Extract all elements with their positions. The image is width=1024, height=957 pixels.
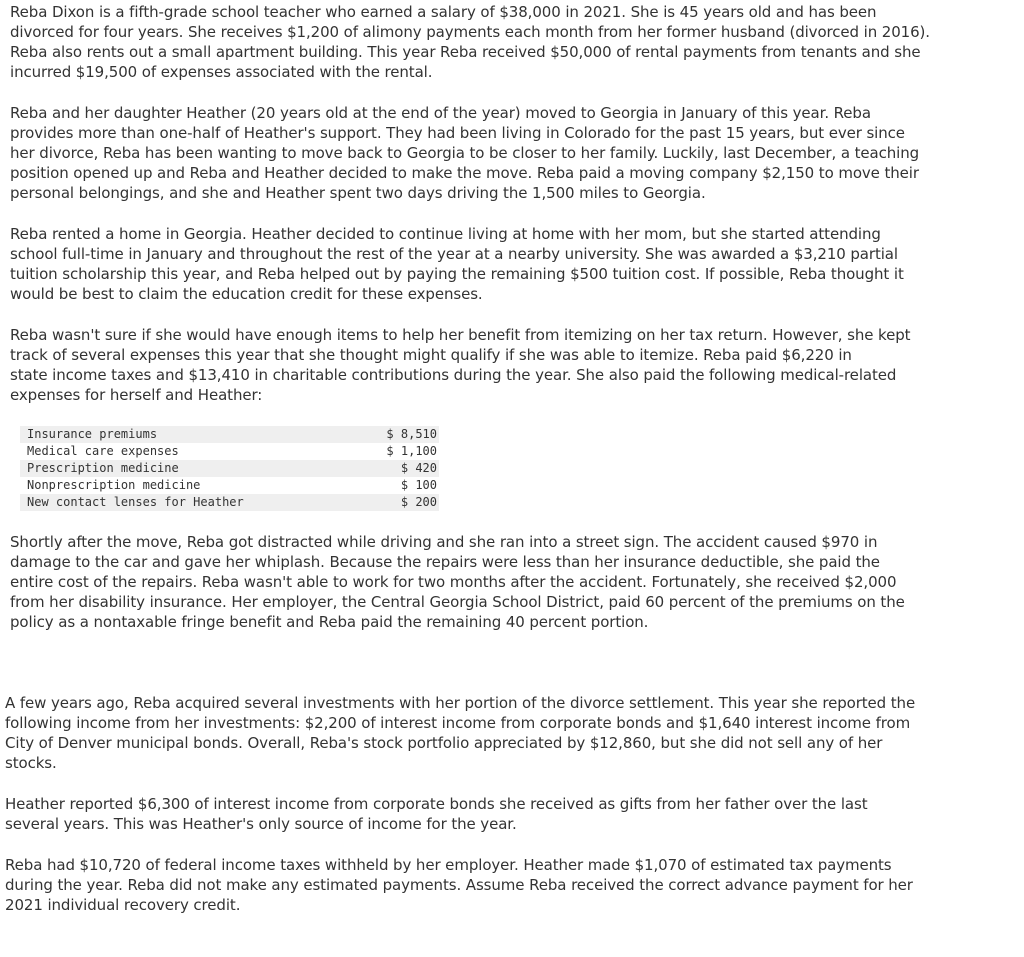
paragraph-withholding: Reba had $10,720 of federal income taxes withheld by her employer. Heather made $1,070 of estimated tax payments during the year. Reba did not make any estimated payments. Assume Reba received the correct advance payment for her 2021 individual recovery credit. xyxy=(5,856,913,914)
table-row xyxy=(20,426,439,443)
expense-amount: $ 200 xyxy=(367,494,439,511)
expense-label: Prescription medicine xyxy=(20,460,367,477)
expense-amount: $ 8,510 xyxy=(367,426,439,443)
paragraph-move-to-georgia: Reba and her daughter Heather (20 years old at the end of the year) moved to Georgia in January of this year. Reba provides more than one-half of Heather's support. They had been living in Colorado for the past 15 years, but ever since her divorce, Reba has been wanting to move back to Georgia to be closer to her family. Luckily, last December, a teaching position opened up and Reba and Heather decided to make the move. Reba paid a moving company $2,150 to move their personal belongings, and she and Heather spent two days driving the 1,500 miles to Georgia. xyxy=(10,104,920,202)
expense-amount: $ 100 xyxy=(400,478,437,492)
table-row xyxy=(20,443,439,460)
expense-label: New contact lenses for Heather xyxy=(20,494,367,511)
table-row xyxy=(20,477,439,494)
expense-amount: $ 1,100 xyxy=(386,444,437,458)
paragraph-investments: A few years ago, Reba acquired several investments with her portion of the divorce settlement. This year she reported the following income from her investments: $2,200 of interest income from corporate bonds and $1,640 interest income from City of Denver municipal bonds. Overall, Reba's stock portfolio appreciated by $12,860, but she did not sell any of her stocks. xyxy=(5,694,916,772)
expense-label: Nonprescription medicine xyxy=(27,478,201,492)
expense-amount: $ 420 xyxy=(367,460,439,477)
paragraph-tuition: Reba rented a home in Georgia. Heather decided to continue living at home with her mom, but she started attending school full-time in January and throughout the rest of the year at a nearby university. She was awarded a $3,210 partial tuition scholarship this year, and Reba helped out by paying the remaining $500 tuition cost. If possible, Reba thought it would be best to claim the education credit for these expenses. xyxy=(10,225,904,303)
table-row xyxy=(20,460,439,477)
paragraph-accident: Shortly after the move, Reba got distracted while driving and she ran into a street sign. The accident caused $970 in damage to the car and gave her whiplash. Because the repairs were less than her insurance deductible, she paid the entire cost of the repairs. Reba wasn't able to work for two months after the accident. Fortunately, she received $2,000 from her disability insurance. Her employer, the Central Georgia School District, paid 60 percent of the premiums on the policy as a nontaxable fringe benefit and Reba paid the remaining 40 percent portion. xyxy=(10,533,905,631)
paragraph-salary-alimony-rental: Reba Dixon is a fifth-grade school teacher who earned a salary of $38,000 in 2021. She is 45 years old and has been divorced for four years. She receives $1,200 of alimony payments each month from her former husband (divorced in 2016). Reba also rents out a small apartment building. This year Reba received $50,000 of rental payments from tenants and she incurred $19,500 of expenses associated with the rental. xyxy=(10,3,930,81)
expense-label: Medical care expenses xyxy=(27,444,179,458)
paragraph-itemized-expenses: Reba wasn't sure if she would have enough items to help her benefit from itemizing on her tax return. However, she kept track of several expenses this year that she thought might qualify if she was able to itemize. Reba paid $6,220 in state income taxes and $13,410 in charitable contributions during the year. She also paid the following medical-related expenses for herself and Heather: xyxy=(10,326,911,404)
medical-expenses-table xyxy=(20,426,439,511)
paragraph-heather-income: Heather reported $6,300 of interest income from corporate bonds she received as gifts from her father over the last several years. This was Heather's only source of income for the year. xyxy=(5,795,868,833)
table-row xyxy=(20,494,439,511)
expense-label: Insurance premiums xyxy=(20,426,367,443)
